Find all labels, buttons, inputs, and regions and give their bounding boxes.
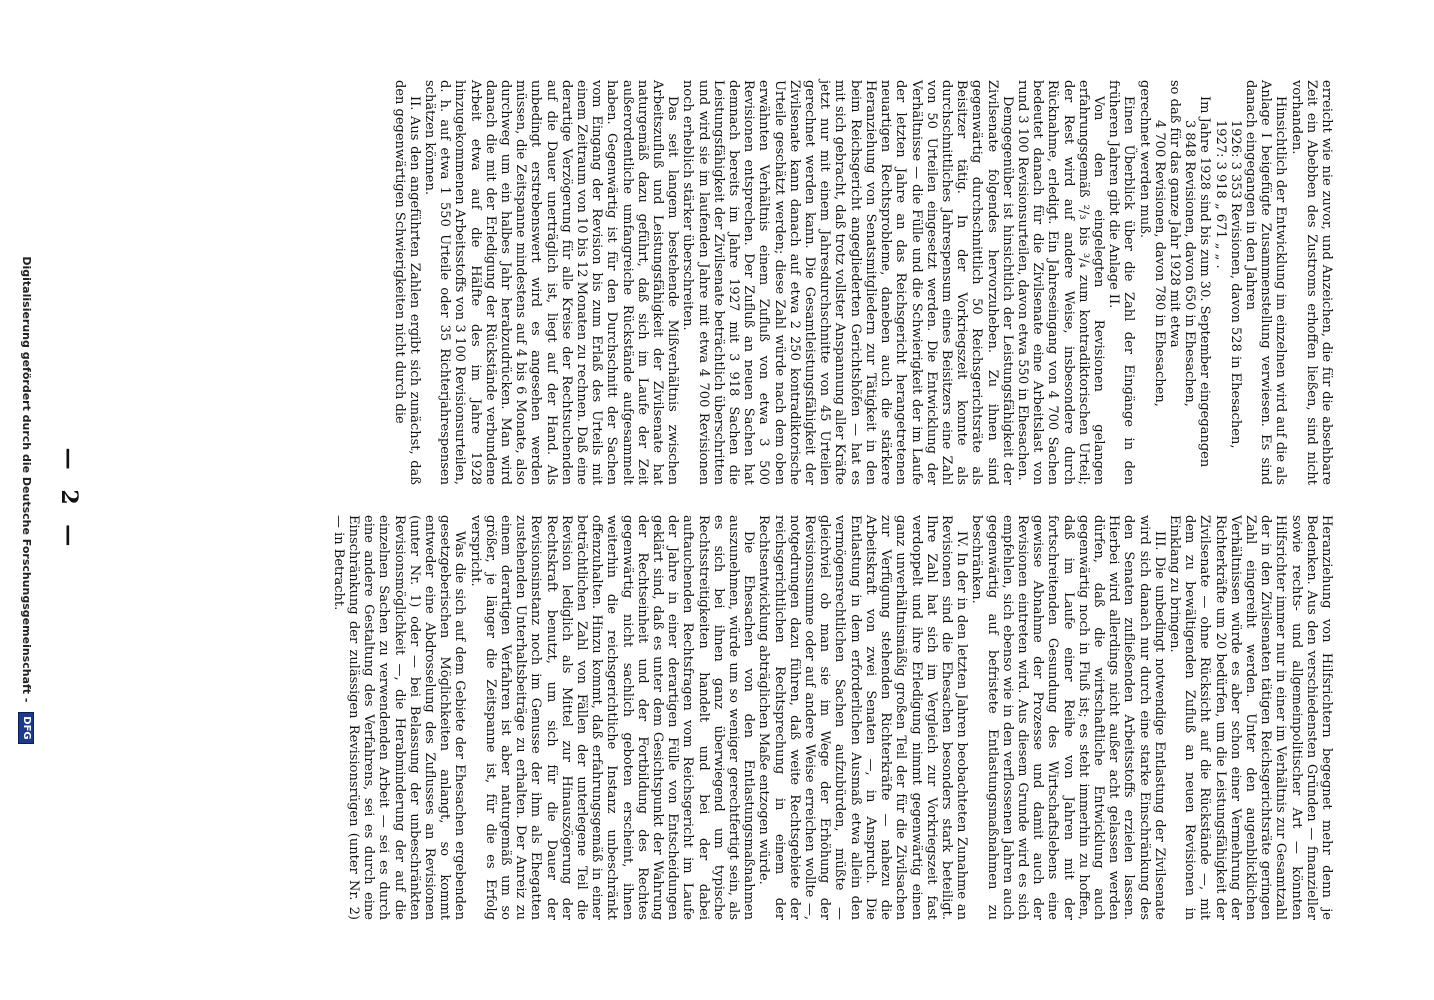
digitization-credit [18, 0, 34, 1000]
paragraph: Im Jahre 1928 sind bis zum 30. September eingegangen [1197, 96, 1213, 468]
right-text-column [331, 515, 1334, 920]
left-text-column [391, 80, 1334, 485]
paragraph: IV. In der in den letzten Jahren beobachteten Zunahme an Revisionen sind die Ehesachen besonders stark beteiligt. Ihre Zahl hat sich im Vergleich zur Vorkriegszeit fast verdoppelt und ihre Erledigung nimmt gegenwärtig einen ganz unverhältnismäßig großen Teil der für die Zivilsachen zur Verfügung stehenden Richterkräfte — nahezu die Arbeitskraft von zwei Senaten —, in Anspruch. Die Entlastung in dem erforderlichen Ausmaß etwa allein den vermögensrechtlichen Sachen aufzubürden, müßte — gleichviel ob man sie im Wege der Erhöhung der Revisionssumme oder auf andere Weise erreichen wollte —, notgedrungen dazu führen, daß weite Rechtsgebiete der reichsgerichtlichen Rechtsprechung in einem der Rechtsentwicklung abträglichen Maße entzogen würde. [756, 515, 970, 920]
paragraph: Demgegenüber ist hinsichtlich der Leistungsfähigkeit der Zivilsenate folgendes hervorzuheben. Zu ihnen sind gegenwärtig durchschnittlich 50 Reichsgerichtsräte als Beisitzer tätig. In der Vorkriegszeit konnte als durchschnittliches Jahrespensum eines Beisitzers eine Zahl von 50 Urteilen eingesetzt werden. Die Entwicklung der Verhältnisse — die Fülle und die Schwierigkeit der im Laufe der letzten Jahre an das Reichsgericht herangetretenen neuartigen Rechtsprobleme, daneben auch die stärkere Heranziehung von Senatsmitgliedern zur Tätigkeit in den beim Reichsgericht angegliederten Gerichtshöfen — hat es mit sich gebracht, daß trotz vollster Anspannung aller Kräfte jetzt nur mit einem Jahresdurchschnitte von 45 Urteilen gerechnet werden kann. Die Gesamtleistungsfähigkeit der Zivilsenate kann danach auf etwa 2 250 kontradiktorische Urteile geschätzt werden; diese Zahl würde nach dem oben erwähnten Verhältnis einem Zufluß von etwa 3 500 Revisionen entsprechen. Der Zufluß an neuen Sachen hat demnach bereits im Jahre 1927 mit 3 918 Sachen die Leistungsfähigkeit der Zivilsenate beträchtlich überschritten und wird sie im laufenden Jahre mit etwa 4 700 Revisionen noch erheblich stärker überschreiten. [680, 80, 1015, 485]
paragraph: gerechnet werden muß. [1136, 80, 1152, 239]
digitization-credit-text: Digitalisierung gefördert durch die Deutsche Forschungsgemeinschaft - [20, 256, 33, 703]
statistics-line: 1926: 3 353 Revisionen, davon 528 in Ehesachen, [1227, 120, 1243, 449]
paragraph: Einen Überblick über die Zahl der Eingänge in den früheren Jahren gibt die Anlage II. [1106, 80, 1137, 485]
paragraph: Heranziehung von Hilfsrichtern begegnet mehr denn je Bedenken. Aus den verschiedensten Gründen — finanzieller sowie rechts- und allgemeinpolitischer Art — könnten Hilfsrichter immer nur in einer im Verhältnis zur Gesamtzahl der in den Zivilsenaten tätigen Reichsgerichtsräte geringen Zahl eingereiht werden. Unter den augenblicklichen Verhältnissen würde es aber schon einer Vermehrung der Richterkräfte um 20 bedürfen, um die Leistungsfähigkeit der Zivilsenate — ohne Rücksicht auf die Rückstände —, mit dem zu bewältigenden Zufluß an neuen Revisionen in Einklang zu bringen. [1166, 515, 1334, 920]
paragraph: Das seit langem bestehende Mißverhältnis zwischen Arbeitszufluß und Leistungsfähigkeit der Zivilsenate hat naturgemäß dazu geführt, daß sich im Laufe der Zeit außerordentliche umfangreiche Rückstände aufgesammelt haben. Gegenwärtig ist für den Durchschnitt der Sachen vom Eingang der Revision bis zum Erlaß des Urteils mit einem Zeitraum von 10 bis 12 Monaten zu rechnen. Daß eine derartige Verzögerung für alle Kreise der Rechtsuchenden auf die Dauer unerträglich ist, liegt auf der Hand. Als unbedingt erstrebenswert wird es angesehen werden müssen, die Zeitspanne mindestens auf 4 bis 6 Monate, also durchweg um ein halbes Jahr herabzudrücken. Man wird danach die mit der Erledigung der Rückstände verbundene Arbeit etwa auf die Hälfte des im Jahre 1928 hinzugekommenen Arbeitsstoffs von 3 100 Revisionsurteilen, d. h. auf etwa 1 550 Urteile oder 35 Richterjahrespensen schätzen können. [422, 80, 681, 485]
paragraph: erreicht wie nie zuvor, und Anzeichen, die für die absehbare Zeit ein Abebben des Zustroms erhoffen ließen, sind nicht vorhanden. [1288, 80, 1334, 485]
paragraph: Hinsichtlich der Entwicklung im einzelnen wird auf die als Anlage I beigefügte Zusammenstellung verwiesen. Es sind danach eingegangen in den Jahren [1242, 80, 1289, 485]
paragraph: Die Ehesachen von den Entlastungsmaßnahmen auszunehmen, würde um so weniger gerechtfertigt sein, als es sich bei ihnen ganz überwiegend um typische Rechtsstreitigkeiten handelt und bei der dabei auftauchenden Rechtsfragen vom Reichsgericht im Laufe der Jahre in einer derartigen Fülle von Entscheidungen geklärt sind, daß es unter dem Gesichtspunkt der Wahrung der Rechtseinheit und der Fortbildung des Rechtes gegenwärtig nicht sachlich geboten erscheint, ihnen weiterhin die reichsgerichtliche Instanz unbeschränkt offenzuhalten. Hinzu kommt, daß erfahrungsgemäß in einer beträchtlichen Zahl von Fällen der unterlegene Teil die Revision lediglich als Mittel zur Hinauszögerung der Rechtskraft benutzt, um sich für die Dauer der Revisionsinstanz noch im Genusse der ihm als Ehegatten zustehenden Unterhaltsbeiträge zu erhalten. Der Anreiz zu einem derartigen Verfahren ist aber naturgemäß um so größer, je länger die Zeitspanne ist, für die es Erfolg verspricht. [467, 515, 757, 920]
paragraph: II. Aus den angeführten Zahlen ergibt sich zunächst, daß den gegenwärtigen Schwierigkeiten nicht durch die [391, 80, 422, 485]
paragraph: Was die sich auf dem Gebiete der Ehesachen ergebenden gesetzgeberischen Möglichkeiten anlangt, so kommt entweder eine Abdrosselung des Zuflusses an Revisionen (unter Nr. 1) oder — bei Belassung der unbeschränkten Revisionsmöglichkeit —, die Herabminderung der auf die einzelnen Sachen zu verwendenden Arbeit — sei es durch eine andere Gestaltung des Verfahrens, sei es durch eine Einschränkung der zulässigen Revisionsrügen (unter Nr. 2) — in Betracht. [330, 515, 468, 920]
dfg-logo-icon: DFG [18, 712, 34, 743]
paragraph: so daß für das ganze Jahr 1928 mit etwa [1166, 80, 1182, 348]
statistics-line: 4 700 Revisionen, davon 780 in Ehesachen, [1151, 120, 1167, 407]
statistics-line: 1927: 3 918 „ 671 „ „ . [1212, 120, 1228, 269]
paragraph: Von den eingelegten Revisionen gelangen erfahrungsgemäß ²/₃ bis ³/₄ zum kontradiktorischen Urteil; der Rest wird auf andere Weise, insbesondere durch Rücknahme, erledigt. Ein Jahreseingang von 4 700 Sachen bedeutet danach für die Zivilsenate eine Arbeitslast von rund 3 100 Revisionsurteilen, davon etwa 550 in Ehesachen. [1014, 80, 1106, 485]
paragraph: III. Die unbedingt notwendige Entlastung der Zivilsenate wird sich danach nur durch eine starke Einschränkung des den Senaten zufließenden Arbeitsstoffs erzielen lassen. Hierbei wird allerdings nicht außer acht gelassen werden dürfen, daß die wirtschaftliche Entwicklung auch gegenwärtig noch in Fluß ist; es steht immerhin zu hoffen, daß im Laufe einer Reihe von Jahren mit der fortschreitenden Gesundung des Wirtschaftslebens eine gewisse Abnahme der Prozesse und damit auch der Revisionen eintreten wird. Aus diesem Grunde wird es sich empfehlen, sich ebenso wie in den verflossenen Jahren auch gegenwärtig auf befristete Entlastungsmaßnahmen zu beschränken. [969, 515, 1167, 920]
statistics-line: 3 848 Revisionen, davon 650 in Ehesachen, [1182, 120, 1198, 407]
page-number: — 2 — [56, 447, 82, 553]
